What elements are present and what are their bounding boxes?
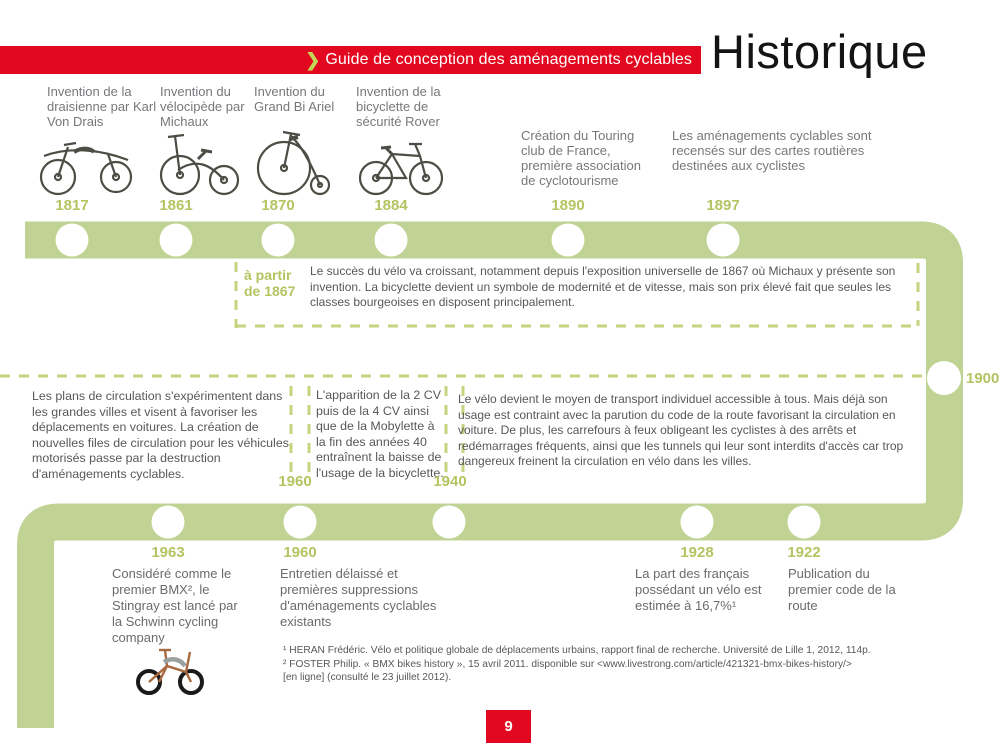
event-year: 1928 (680, 544, 714, 561)
part-francais-velo-text: La part des français possédant un vélo est estimée à 16,7%¹ (635, 566, 762, 613)
event-year: 1922 (787, 544, 821, 561)
era-1867-label-line1: à partir (244, 267, 292, 283)
footnote-line: ² FOSTER Philip. « BMX bikes history », 15 avril 2011. disponible sur <www.livestrong.com/article/421321-bmx-bikes-history/> (283, 658, 852, 670)
event-title: Les aménagements cyclables sont recensés sur des cartes routières destinées aux cyclistes (672, 128, 872, 173)
era-1867-label (244, 267, 304, 299)
footnote-line: [en ligne] (consulté le 23 juillet 2012). (283, 672, 452, 683)
era-year-1960: 1960 (278, 473, 312, 490)
event-title: Invention du Grand Bi Ariel (254, 84, 335, 114)
code-route-text: Publication du premier code de la route (788, 566, 896, 613)
breadcrumb: Guide de conception des aménagements cyclables (325, 51, 692, 68)
breadcrumb-arrow-icon: ❯ (305, 50, 321, 70)
event-title: Création du Touring club de France, première association de cyclotourisme (521, 128, 641, 188)
timeline-node (160, 224, 193, 257)
era-year-1940: 1940 (433, 473, 467, 490)
apparition-2cv-text: L'apparition de la 2 CV puis de la 4 CV ainsi que de la Mobylette à la fin des années 40 entraînent la baisse de l'usage de la bicyclette. (316, 388, 444, 480)
page-title: Historique (711, 25, 928, 78)
footnote-line: ¹ HERAN Frédéric. Vélo et politique globale de déplacements urbains, rapport final de recherche. Université de Lille 1, 2012, 114p. (283, 645, 871, 656)
grand-bi-icon (250, 122, 334, 198)
stingray-icon (128, 640, 218, 698)
stingray-bmx-text: Considéré comme le premier BMX², le Stingray est lancé par la Schwinn cycling company (112, 566, 238, 645)
event-year: 1817 (55, 197, 89, 214)
rover-icon (352, 132, 448, 198)
milestone-1900-year: 1900 (966, 370, 1000, 387)
event-year: 1861 (159, 197, 193, 214)
timeline-node (375, 224, 408, 257)
event-title: Invention de la bicyclette de sécurité Rover (356, 84, 441, 129)
timeline-node (284, 506, 317, 539)
timeline-node (707, 224, 740, 257)
era-1867-label-line2: de 1867 (244, 283, 296, 299)
event-year: 1870 (261, 197, 295, 214)
event-year: 1884 (374, 197, 408, 214)
timeline-node (552, 224, 585, 257)
era-1867-text: Le succès du vélo va croissant, notamment depuis l'exposition universelle de 1867 où Michaux y présente son invention. La bicyclette devient un symbole de modernité et de vitesse, mais son prix élevé fait que seules les classes bourgeoises en disposent principalement. (310, 264, 896, 309)
event-year: 1897 (706, 197, 740, 214)
timeline-node (788, 506, 821, 539)
draisienne-icon (30, 130, 148, 198)
timeline-node (262, 224, 295, 257)
timeline-node (927, 361, 961, 395)
plans-circulation-text: Les plans de circulation s'expérimentent dans les grandes villes et visent à favoriser les déplacements en voitures. La création de nouvelles files de circulation pour les véhicules motorisés passe par la destruction d'aménagements cyclables. (32, 389, 289, 481)
timeline-node (433, 506, 466, 539)
page-number-badge: 9 (486, 710, 531, 743)
event-year: 1963 (151, 544, 185, 561)
footnotes (283, 644, 943, 685)
timeline-node (56, 224, 89, 257)
timeline-node (152, 506, 185, 539)
event-title: Invention du vélocipède par Michaux (160, 84, 245, 129)
event-title: Invention de la draisienne par Karl Von Drais (47, 84, 157, 129)
event-year: 1890 (551, 197, 585, 214)
entretien-delaisse-text: Entretien délaissé et premières suppressions d'aménagements cyclables existants (280, 566, 437, 629)
velocipede-icon (148, 126, 248, 198)
timeline-node (681, 506, 714, 539)
header-bar (0, 46, 701, 74)
velo-transport-text: Le vélo devient le moyen de transport individuel accessible à tous. Mais déjà son usage est contraint avec la parution du code de la route favorisant la circulation en voiture. De plus, les carrefours à feux obligeant les cyclistes à des arrêts et redémarrages fréquents, ainsi que les tunnels qui leur sont interdits d'accès car trop dangereux freinent la circulation en vélo dans les villes. (458, 392, 904, 468)
event-year: 1960 (283, 544, 317, 561)
